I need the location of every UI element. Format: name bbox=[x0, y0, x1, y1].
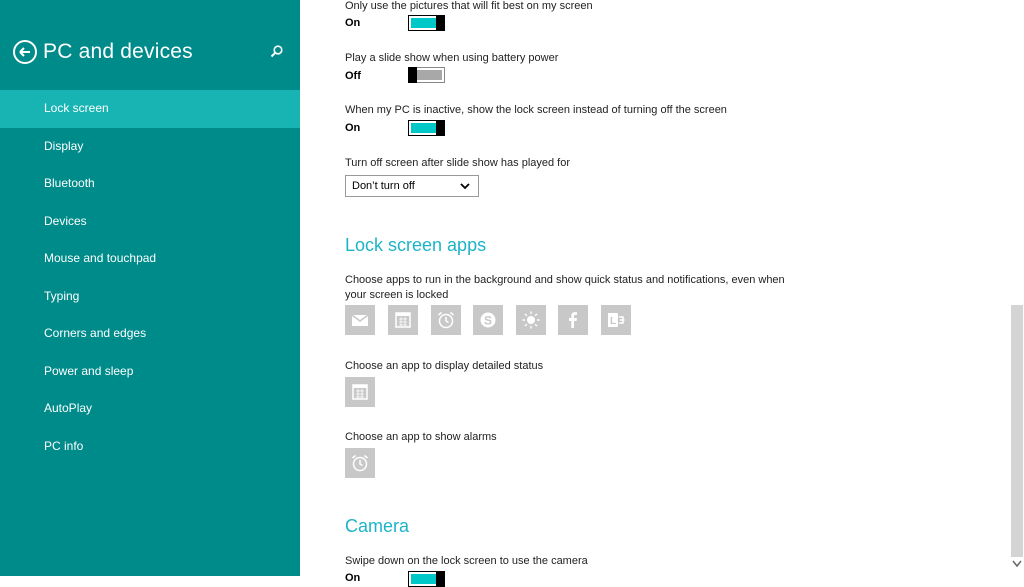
calendar-icon bbox=[350, 382, 370, 402]
svg-text:L: L bbox=[609, 316, 617, 327]
mail-app-tile[interactable] bbox=[345, 305, 375, 335]
alarm-icon bbox=[350, 453, 370, 473]
alarms-label: Choose an app to show alarms bbox=[345, 431, 497, 443]
facebook-icon bbox=[563, 310, 583, 330]
sidebar-item-corners-edges[interactable]: Corners and edges bbox=[44, 326, 147, 340]
calendar-app-tile[interactable] bbox=[388, 305, 418, 335]
camera-heading: Camera bbox=[345, 516, 410, 536]
battery-slideshow-state: Off bbox=[345, 70, 361, 82]
skype-icon bbox=[478, 310, 498, 330]
lync-app-tile[interactable] bbox=[601, 305, 631, 335]
sidebar-item-pc-info[interactable]: PC info bbox=[44, 438, 84, 453]
fit-pictures-label: Only use the pictures that will fit best on my screen bbox=[345, 0, 593, 12]
camera-swipe-state: On bbox=[345, 572, 361, 584]
battery-slideshow-label: Play a slide show when using battery power bbox=[345, 52, 559, 64]
sidebar-nav bbox=[0, 90, 300, 465]
inactive-lock-toggle[interactable] bbox=[408, 120, 445, 136]
sidebar bbox=[0, 0, 300, 576]
sidebar-item-mouse-touchpad[interactable]: Mouse and touchpad bbox=[44, 251, 157, 265]
weather-icon bbox=[521, 310, 541, 330]
alarms-app-tile[interactable] bbox=[345, 448, 375, 478]
turn-off-after-label: Turn off screen after slide show has played for bbox=[345, 157, 571, 169]
back-button[interactable] bbox=[13, 40, 37, 64]
sidebar-item-lock-screen[interactable]: Lock screen bbox=[0, 90, 300, 128]
lock-screen-apps-description: Choose apps to run in the background and show quick status and notifications, even when your screen is locked bbox=[345, 274, 785, 301]
fit-pictures-toggle[interactable] bbox=[408, 15, 445, 31]
mail-icon bbox=[350, 310, 370, 330]
detailed-status-label: Choose an app to display detailed status bbox=[345, 360, 544, 372]
scroll-down-arrow-icon[interactable] bbox=[1012, 560, 1022, 568]
svg-text:S: S bbox=[483, 313, 493, 328]
sidebar-item-typing[interactable]: Typing bbox=[44, 288, 80, 303]
sidebar-item-autoplay[interactable]: AutoPlay bbox=[44, 401, 93, 415]
page-title: PC and devices bbox=[43, 40, 193, 63]
fit-pictures-state: On bbox=[345, 17, 361, 29]
alarm-app-tile[interactable] bbox=[431, 305, 461, 335]
alarm-icon bbox=[436, 310, 456, 330]
scrollbar-thumb[interactable] bbox=[1011, 305, 1023, 557]
weather-app-tile[interactable] bbox=[516, 305, 546, 335]
chevron-down-icon bbox=[460, 183, 470, 190]
sidebar-item-display[interactable]: Display bbox=[44, 138, 84, 153]
camera-swipe-label: Swipe down on the lock screen to use the camera bbox=[345, 555, 588, 567]
turn-off-after-dropdown[interactable] bbox=[345, 175, 479, 197]
sidebar-item-devices[interactable]: Devices bbox=[44, 213, 87, 228]
calendar-icon bbox=[393, 310, 413, 330]
lync-icon bbox=[606, 310, 626, 330]
back-arrow-icon bbox=[17, 44, 33, 60]
main-content bbox=[345, 0, 985, 584]
detailed-status-app-tile[interactable] bbox=[345, 377, 375, 407]
inactive-lock-state: On bbox=[345, 122, 361, 134]
turn-off-after-value: Don’t turn off bbox=[352, 180, 415, 192]
battery-slideshow-toggle[interactable] bbox=[408, 67, 445, 83]
search-icon[interactable] bbox=[270, 44, 284, 58]
lock-screen-apps-heading: Lock screen apps bbox=[345, 235, 487, 255]
facebook-app-tile[interactable] bbox=[558, 305, 588, 335]
sidebar-item-bluetooth[interactable]: Bluetooth bbox=[44, 176, 95, 190]
camera-swipe-toggle[interactable] bbox=[408, 571, 445, 587]
sidebar-item-power-sleep[interactable]: Power and sleep bbox=[44, 363, 134, 378]
inactive-lock-label: When my PC is inactive, show the lock screen instead of turning off the screen bbox=[345, 104, 727, 116]
skype-app-tile[interactable] bbox=[473, 305, 503, 335]
